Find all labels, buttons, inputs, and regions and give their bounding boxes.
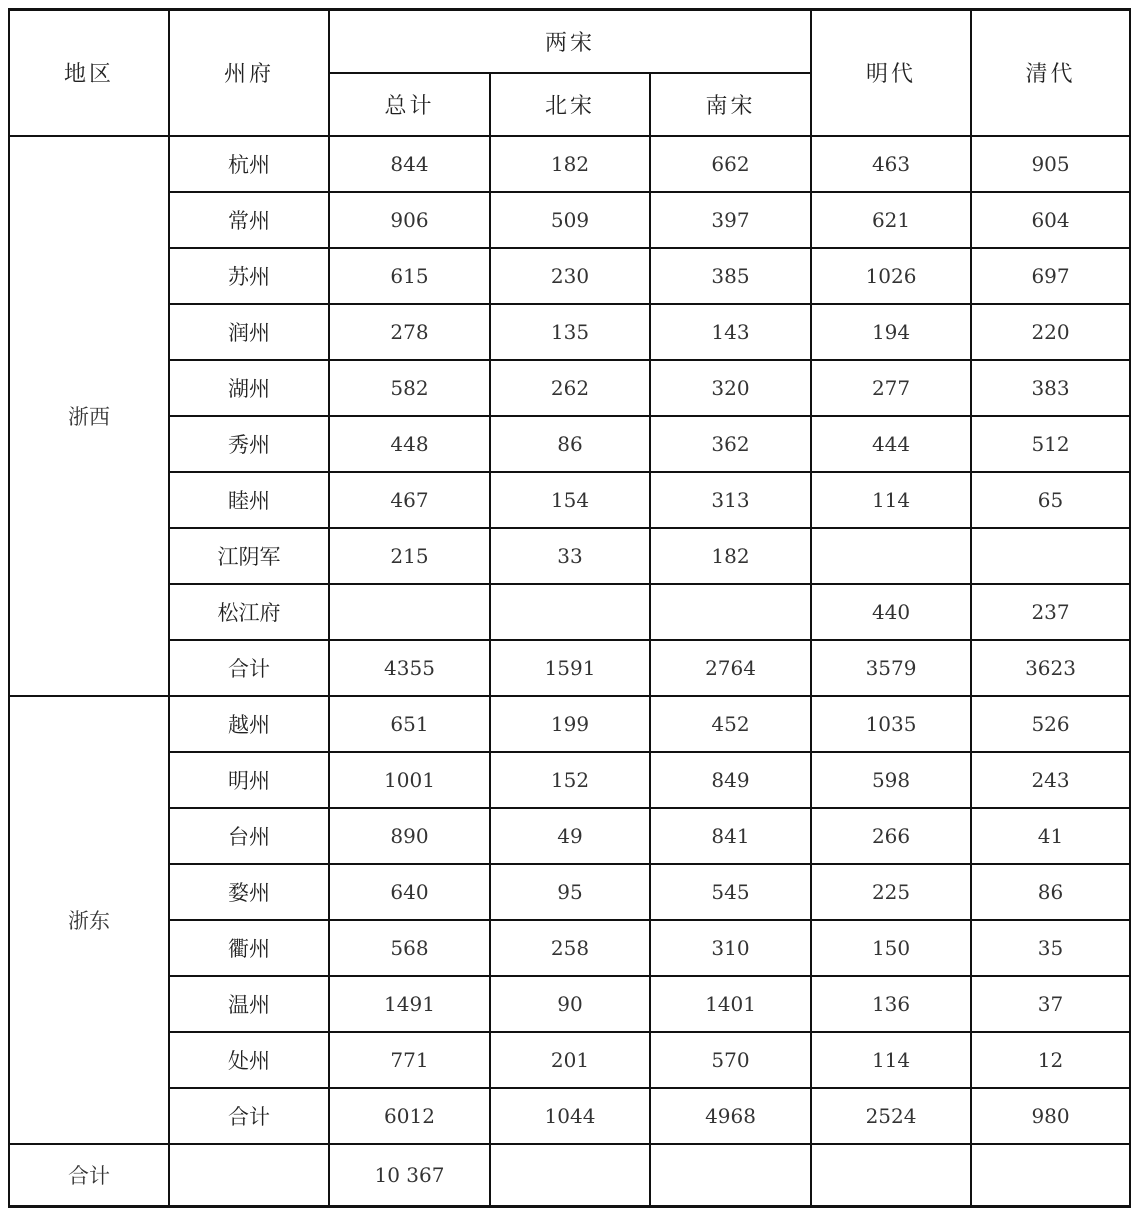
qing-cell: 37	[971, 976, 1130, 1032]
table-row	[9, 584, 1130, 640]
ming-cell: 598	[811, 752, 971, 808]
table-row	[9, 304, 1130, 360]
northern-song-cell: 1044	[490, 1088, 650, 1144]
ming-cell: 225	[811, 864, 971, 920]
qing-cell: 3623	[971, 640, 1130, 696]
southern-song-cell: 362	[650, 416, 811, 472]
prefecture-cell: 合计	[169, 640, 329, 696]
southern-song-cell: 545	[650, 864, 811, 920]
southern-song-cell: 310	[650, 920, 811, 976]
qing-cell: 86	[971, 864, 1130, 920]
header-northern-song: 北宋	[490, 73, 650, 136]
song-total-cell: 1001	[329, 752, 490, 808]
qing-cell	[971, 528, 1130, 584]
northern-song-cell: 154	[490, 472, 650, 528]
qing-cell: 12	[971, 1032, 1130, 1088]
region-cell: 浙东	[9, 696, 169, 1144]
qing-cell: 237	[971, 584, 1130, 640]
prefecture-cell: 台州	[169, 808, 329, 864]
ming-cell: 194	[811, 304, 971, 360]
song-total-cell: 568	[329, 920, 490, 976]
grand-total-row	[9, 1144, 1130, 1207]
table-row	[9, 920, 1130, 976]
song-total-cell: 6012	[329, 1088, 490, 1144]
ming-cell: 114	[811, 472, 971, 528]
grand-total-north-cell	[490, 1144, 650, 1207]
southern-song-cell: 2764	[650, 640, 811, 696]
qing-cell: 905	[971, 136, 1130, 192]
qing-cell: 65	[971, 472, 1130, 528]
ming-cell: 114	[811, 1032, 971, 1088]
song-total-cell	[329, 584, 490, 640]
song-total-cell: 1491	[329, 976, 490, 1032]
grand-total-pref-cell	[169, 1144, 329, 1207]
prefecture-cell: 秀州	[169, 416, 329, 472]
subtotal-row	[9, 1088, 1130, 1144]
southern-song-cell: 849	[650, 752, 811, 808]
northern-song-cell: 135	[490, 304, 650, 360]
ming-cell: 621	[811, 192, 971, 248]
northern-song-cell: 86	[490, 416, 650, 472]
header-qing: 清代	[971, 10, 1130, 136]
song-total-cell: 615	[329, 248, 490, 304]
qing-cell: 526	[971, 696, 1130, 752]
song-total-cell: 906	[329, 192, 490, 248]
qing-cell: 604	[971, 192, 1130, 248]
northern-song-cell: 230	[490, 248, 650, 304]
prefecture-cell: 合计	[169, 1088, 329, 1144]
prefecture-cell: 越州	[169, 696, 329, 752]
qing-cell: 35	[971, 920, 1130, 976]
qing-cell: 220	[971, 304, 1130, 360]
ming-cell: 3579	[811, 640, 971, 696]
southern-song-cell: 385	[650, 248, 811, 304]
table-row	[9, 528, 1130, 584]
prefecture-cell: 婺州	[169, 864, 329, 920]
prefecture-cell: 睦州	[169, 472, 329, 528]
northern-song-cell: 90	[490, 976, 650, 1032]
grand-total-south-cell	[650, 1144, 811, 1207]
grand-total-label: 合计	[9, 1144, 169, 1207]
table-row	[9, 976, 1130, 1032]
table-row	[9, 248, 1130, 304]
southern-song-cell: 570	[650, 1032, 811, 1088]
prefecture-cell: 处州	[169, 1032, 329, 1088]
region-cell: 浙西	[9, 136, 169, 696]
song-total-cell: 844	[329, 136, 490, 192]
ming-cell: 266	[811, 808, 971, 864]
table-row	[9, 1032, 1130, 1088]
southern-song-cell	[650, 584, 811, 640]
southern-song-cell: 452	[650, 696, 811, 752]
prefecture-cell: 湖州	[169, 360, 329, 416]
ming-cell: 277	[811, 360, 971, 416]
table-row	[9, 864, 1130, 920]
ming-cell	[811, 528, 971, 584]
northern-song-cell: 33	[490, 528, 650, 584]
song-total-cell: 890	[329, 808, 490, 864]
prefecture-cell: 松江府	[169, 584, 329, 640]
table-row	[9, 192, 1130, 248]
southern-song-cell: 143	[650, 304, 811, 360]
prefecture-cell: 温州	[169, 976, 329, 1032]
header-region: 地区	[9, 10, 169, 136]
statistics-table	[8, 8, 1131, 1208]
qing-cell: 243	[971, 752, 1130, 808]
table-row	[9, 136, 1130, 192]
northern-song-cell	[490, 584, 650, 640]
prefecture-cell: 苏州	[169, 248, 329, 304]
header-song: 两宋	[329, 10, 811, 73]
qing-cell: 41	[971, 808, 1130, 864]
qing-cell: 697	[971, 248, 1130, 304]
prefecture-cell: 杭州	[169, 136, 329, 192]
northern-song-cell: 201	[490, 1032, 650, 1088]
song-total-cell: 448	[329, 416, 490, 472]
qing-cell: 383	[971, 360, 1130, 416]
grand-total-qing-cell	[971, 1144, 1130, 1207]
header-southern-song: 南宋	[650, 73, 811, 136]
northern-song-cell: 152	[490, 752, 650, 808]
qing-cell: 980	[971, 1088, 1130, 1144]
northern-song-cell: 258	[490, 920, 650, 976]
prefecture-cell: 常州	[169, 192, 329, 248]
northern-song-cell: 509	[490, 192, 650, 248]
song-total-cell: 582	[329, 360, 490, 416]
southern-song-cell: 320	[650, 360, 811, 416]
ming-cell: 136	[811, 976, 971, 1032]
ming-cell: 444	[811, 416, 971, 472]
northern-song-cell: 262	[490, 360, 650, 416]
subtotal-row	[9, 640, 1130, 696]
song-total-cell: 771	[329, 1032, 490, 1088]
song-total-cell: 467	[329, 472, 490, 528]
table-row	[9, 360, 1130, 416]
northern-song-cell: 182	[490, 136, 650, 192]
southern-song-cell: 182	[650, 528, 811, 584]
southern-song-cell: 4968	[650, 1088, 811, 1144]
table-row	[9, 472, 1130, 528]
southern-song-cell: 313	[650, 472, 811, 528]
song-total-cell: 651	[329, 696, 490, 752]
ming-cell: 1035	[811, 696, 971, 752]
header-song-total: 总计	[329, 73, 490, 136]
table-row	[9, 808, 1130, 864]
grand-total-ming-cell	[811, 1144, 971, 1207]
northern-song-cell: 49	[490, 808, 650, 864]
prefecture-cell: 衢州	[169, 920, 329, 976]
ming-cell: 2524	[811, 1088, 971, 1144]
song-total-cell: 4355	[329, 640, 490, 696]
ming-cell: 440	[811, 584, 971, 640]
header-prefecture: 州府	[169, 10, 329, 136]
southern-song-cell: 1401	[650, 976, 811, 1032]
song-total-cell: 640	[329, 864, 490, 920]
qing-cell: 512	[971, 416, 1130, 472]
table-header	[9, 10, 1130, 136]
northern-song-cell: 199	[490, 696, 650, 752]
song-total-cell: 215	[329, 528, 490, 584]
southern-song-cell: 662	[650, 136, 811, 192]
table-row	[9, 696, 1130, 752]
northern-song-cell: 95	[490, 864, 650, 920]
table-row	[9, 752, 1130, 808]
prefecture-cell: 润州	[169, 304, 329, 360]
prefecture-cell: 江阴军	[169, 528, 329, 584]
song-total-cell: 278	[329, 304, 490, 360]
ming-cell: 1026	[811, 248, 971, 304]
ming-cell: 463	[811, 136, 971, 192]
ming-cell: 150	[811, 920, 971, 976]
southern-song-cell: 841	[650, 808, 811, 864]
table-body	[9, 136, 1130, 1207]
grand-total-total-cell: 10 367	[329, 1144, 490, 1207]
southern-song-cell: 397	[650, 192, 811, 248]
northern-song-cell: 1591	[490, 640, 650, 696]
prefecture-cell: 明州	[169, 752, 329, 808]
header-ming: 明代	[811, 10, 971, 136]
table-row	[9, 416, 1130, 472]
